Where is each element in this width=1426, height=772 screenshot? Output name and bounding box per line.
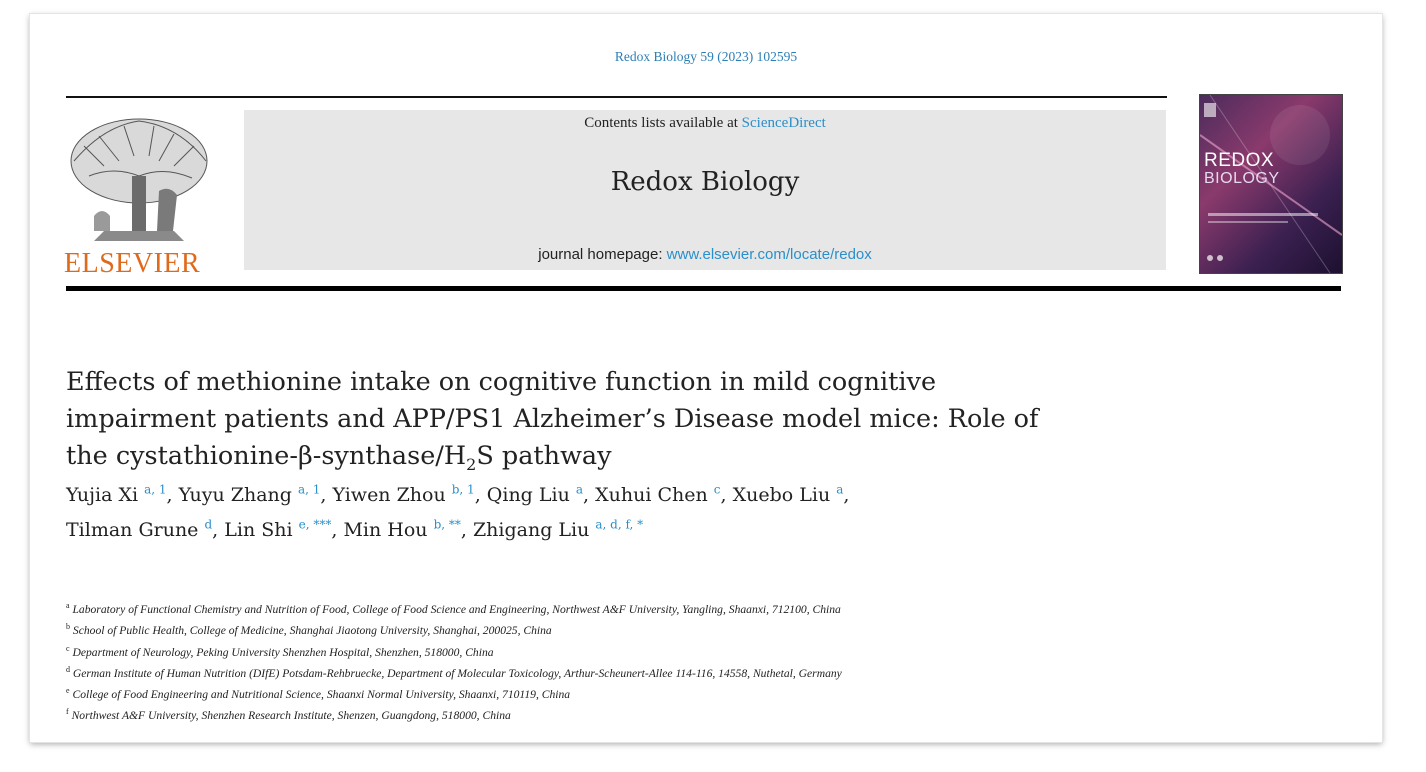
affiliation-label: f: [66, 707, 69, 717]
author-affiliation-link[interactable]: b, 1: [451, 483, 475, 497]
author: [473, 519, 643, 541]
author-affiliation-link[interactable]: a: [575, 483, 584, 497]
author: [333, 484, 487, 506]
affiliation-text: Northwest A&F University, Shenzhen Research Institute, Shenzen, Guangdong, 518000, China: [71, 709, 511, 723]
journal-citation-link[interactable]: Redox Biology 59 (2023) 102595: [614, 49, 798, 64]
title-subscript: 2: [466, 455, 477, 475]
affiliation-label: e: [66, 686, 70, 696]
author-separator: ,: [320, 484, 333, 507]
author-line-2: [66, 510, 1186, 544]
homepage-prefix: journal homepage:: [538, 246, 667, 263]
author-affiliation-link[interactable]: b, **: [433, 517, 461, 532]
header-rule-thick: [66, 286, 1341, 291]
affiliation-item: [66, 618, 1366, 639]
author-separator: ,: [474, 484, 487, 507]
author-name: Yuyu Zhang: [178, 484, 292, 507]
affiliation-text: College of Food Engineering and Nutritional Science, Shaanxi Normal University, Shaanxi, 710119, China: [72, 687, 571, 701]
author: [595, 484, 732, 506]
title-line-1: Effects of methionine intake on cognitive function in mild cognitive: [66, 367, 937, 397]
author-affiliation-link[interactable]: c: [713, 483, 721, 497]
author-name: Yiwen Zhou: [332, 484, 446, 507]
author-name: Qing Liu: [486, 484, 570, 507]
header-rule-thin: [66, 96, 1167, 98]
elsevier-wordmark: ELSEVIER: [64, 248, 201, 279]
author: [66, 484, 179, 506]
affiliation-text: Laboratory of Functional Chemistry and Nutrition of Food, College of Food Science and Engineering, Northwest A&F University, Yangling, Shaanxi, 712100, China: [72, 602, 841, 616]
author-separator: ,: [583, 484, 596, 507]
contents-prefix: Contents lists available at: [584, 115, 742, 131]
cover-title-line2: BIOLOGY: [1204, 170, 1280, 187]
affiliation-item: [66, 640, 1366, 661]
affiliation-item: [66, 703, 1366, 724]
author: [224, 519, 343, 541]
author-affiliation-link[interactable]: a: [836, 483, 844, 497]
title-line-2: impairment patients and APP/PS1 Alzheimer’s Disease model mice: Role of: [66, 404, 1039, 434]
journal-homepage-link[interactable]: www.elsevier.com/locate/redox: [666, 246, 872, 263]
affiliation-text: School of Public Health, College of Medicine, Shanghai Jiaotong University, Shanghai, 200025, China: [72, 624, 552, 638]
author-name: Yujia Xi: [66, 484, 139, 507]
author-line-1: [66, 476, 1186, 510]
elsevier-logo: [64, 106, 214, 279]
author: [733, 484, 850, 506]
title-line-3-part-b: S pathway: [476, 441, 612, 471]
author-name: Zhigang Liu: [472, 518, 590, 541]
author-separator: ,: [720, 484, 733, 507]
author-separator: ,: [166, 484, 179, 507]
author-name: Min Hou: [343, 518, 428, 541]
author: [343, 519, 473, 541]
author-separator: ,: [460, 518, 473, 541]
author-separator: ,: [843, 484, 850, 507]
contents-available-line: [244, 115, 1166, 132]
journal-banner: [244, 110, 1166, 270]
author-list: [66, 476, 1186, 545]
author-affiliation-link[interactable]: e, ***: [298, 517, 332, 532]
cover-title: [1204, 152, 1280, 188]
cover-title-line1: REDOX: [1204, 150, 1275, 171]
author-affiliation-link[interactable]: a, 1: [298, 483, 321, 497]
affiliation-text: German Institute of Human Nutrition (DIfE) Potsdam-Rehbruecke, Department of Molecular Toxicology, Arthur-Scheunert-Allee 114-116, 14558, Nuthetal, Germany: [72, 666, 842, 680]
article-page: [30, 14, 1382, 742]
journal-homepage-line: [244, 246, 1166, 263]
author-separator: ,: [331, 518, 344, 541]
affiliation-item: [66, 682, 1366, 703]
sciencedirect-link[interactable]: ScienceDirect: [741, 115, 826, 131]
journal-name: Redox Biology: [610, 167, 800, 197]
author: [66, 519, 224, 541]
title-line-3-part-a: the cystathionine-β-synthase/H: [66, 441, 467, 471]
author-name: Tilman Grune: [66, 518, 199, 541]
affiliation-label: c: [66, 643, 70, 653]
journal-cover-image[interactable]: [1199, 94, 1343, 274]
affiliation-list: [66, 597, 1366, 725]
author-name: Lin Shi: [224, 518, 293, 541]
elsevier-tree-icon: [64, 106, 214, 246]
author-name: Xuebo Liu: [732, 484, 831, 507]
affiliation-label: b: [66, 622, 70, 632]
author-name: Xuhui Chen: [595, 484, 708, 507]
author-affiliation-link[interactable]: d: [204, 517, 213, 532]
affiliation-label: a: [66, 601, 70, 610]
author-separator: ,: [212, 518, 225, 541]
author-affiliation-link[interactable]: a, 1: [144, 483, 167, 497]
affiliation-label: d: [66, 664, 70, 674]
article-title: [66, 364, 1186, 483]
author: [487, 484, 595, 506]
affiliation-item: [66, 661, 1366, 682]
affiliation-text: Department of Neurology, Peking University Shenzhen Hospital, Shenzhen, 518000, China: [72, 645, 494, 659]
author: [179, 484, 333, 506]
author-affiliation-link[interactable]: a, d, f, *: [595, 517, 644, 532]
affiliation-item: [66, 597, 1366, 618]
